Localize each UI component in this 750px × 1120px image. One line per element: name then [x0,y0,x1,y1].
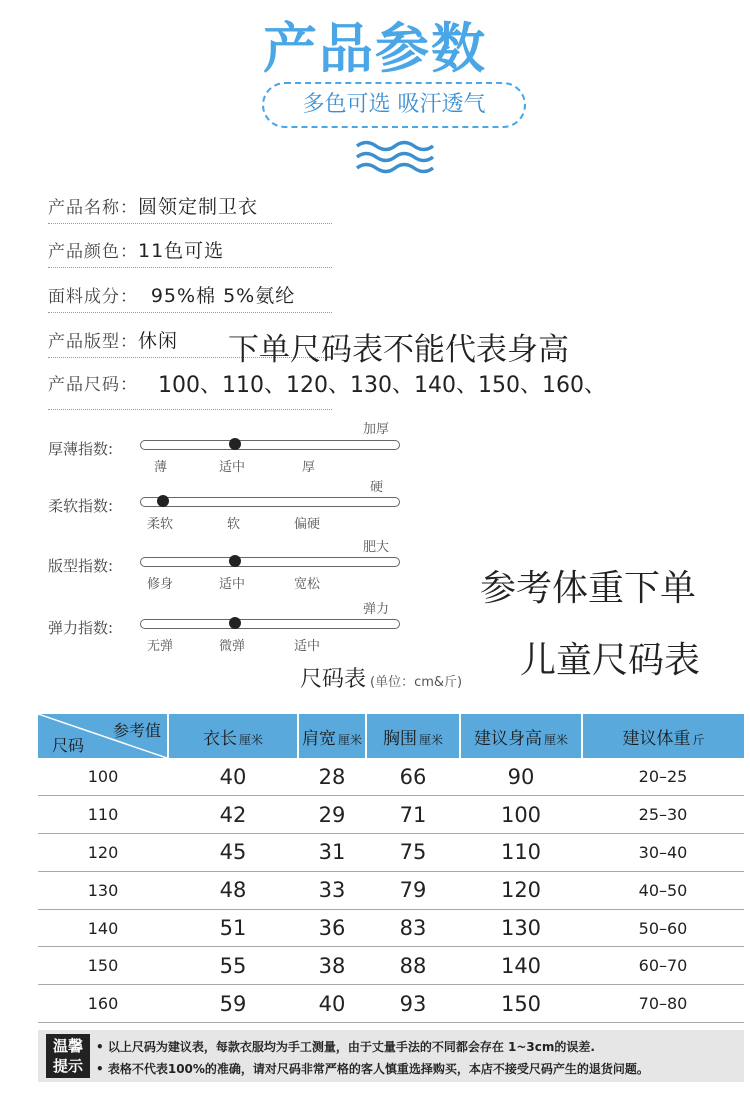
info-value: 休闲 [138,330,179,352]
index-tick: 适中 [219,577,246,592]
table-corner-header [38,714,168,758]
cell-shoulder: 36 [298,909,366,947]
cell-size: 150 [38,947,168,985]
cell-height: 140 [460,947,582,985]
cell-chest: 79 [366,871,460,909]
index-marker [229,438,241,450]
index-track [140,557,400,567]
table-row [38,796,744,834]
info-value: 圆领定制卫衣 [138,196,259,218]
table-row [38,947,744,985]
notice-badge-line: 提示 [52,1057,83,1075]
corner-top-label: 参考值 [112,721,161,740]
cell-length: 51 [168,909,298,947]
cell-height: 110 [460,834,582,872]
header-unit: 厘米 [238,732,263,747]
index-end-label: 肥大 [363,540,390,555]
index-end-label: 弹力 [363,602,390,617]
cell-length: 45 [168,834,298,872]
index-tick: 软 [227,517,241,532]
size-table-title-text: 尺码表 [300,667,367,692]
index-tick: 无弹 [147,639,174,654]
header-unit: 厘米 [543,732,568,747]
cell-length: 55 [168,947,298,985]
index-tick: 修身 [147,577,174,592]
index-tick: 薄 [154,460,168,475]
table-row [38,871,744,909]
cell-chest: 66 [366,758,460,796]
table-row [38,834,744,872]
header-weight [582,714,744,758]
cell-weight: 30–40 [582,834,744,872]
header-length [168,714,298,758]
index-label: 柔软指数: [48,497,114,515]
table-row [38,985,744,1023]
cell-size: 120 [38,834,168,872]
page-title: 产品参数 [263,17,487,80]
info-label: 产品名称： [48,198,138,218]
size-table-title [300,662,462,693]
cell-shoulder: 28 [298,758,366,796]
tagline-badge: 多色可选 吸汗透气 [262,82,526,128]
header-unit: 斤 [692,732,705,747]
index-marker [157,495,169,507]
cell-shoulder: 33 [298,871,366,909]
index-track [140,497,400,507]
header-text: 胸围 [382,728,417,749]
index-tick: 适中 [219,460,246,475]
index-label: 厚薄指数: [48,440,114,458]
cell-shoulder: 29 [298,796,366,834]
index-track [140,619,400,629]
index-track [140,440,400,450]
notice-badge [46,1034,90,1078]
header-text: 建议体重 [622,728,691,749]
notice-box [38,1030,744,1082]
cell-size: 100 [38,758,168,796]
index-tick: 适中 [294,639,321,654]
weight-note: 参考体重下单 [480,568,697,609]
info-value: 95%棉 5%氨纶 [150,285,296,307]
cell-weight: 25–30 [582,796,744,834]
index-label: 版型指数: [48,557,114,575]
info-label: 面料成分： [48,287,138,307]
info-label: 产品尺码： [48,375,138,395]
cell-chest: 83 [366,909,460,947]
notice-badge-line: 温馨 [52,1037,83,1055]
table-row [38,758,744,796]
header-height [460,714,582,758]
header-unit: 厘米 [337,732,362,747]
size-table-unit: (单位：cm&斤) [370,675,463,690]
index-tick: 厚 [302,460,316,475]
info-label: 产品版型： [48,332,138,352]
cell-chest: 75 [366,834,460,872]
cell-chest: 88 [366,947,460,985]
cell-height: 90 [460,758,582,796]
corner-bottom-label: 尺码 [52,736,85,755]
size-table [38,714,744,1023]
cell-size: 160 [38,985,168,1023]
header-chest [366,714,460,758]
table-header-row [38,714,744,758]
cell-shoulder: 38 [298,947,366,985]
index-end-label: 硬 [370,480,384,495]
index-marker [229,617,241,629]
cell-shoulder: 31 [298,834,366,872]
info-row-fabric [48,281,332,313]
cell-weight: 40–50 [582,871,744,909]
index-label: 弹力指数: [48,619,114,637]
cell-length: 42 [168,796,298,834]
height-note: 下单尺码表不能代表身高 [228,332,569,368]
cell-chest: 71 [366,796,460,834]
info-row-sizes [48,368,606,410]
cell-height: 120 [460,871,582,909]
cell-weight: 20–25 [582,758,744,796]
index-tick: 微弹 [219,639,246,654]
cell-height: 130 [460,909,582,947]
index-tick: 偏硬 [294,517,321,532]
index-tick: 宽松 [294,577,321,592]
header-text: 衣长 [202,728,237,749]
index-end-label: 加厚 [363,422,390,437]
cell-size: 130 [38,871,168,909]
cell-height: 150 [460,985,582,1023]
cell-shoulder: 40 [298,985,366,1023]
cell-weight: 70–80 [582,985,744,1023]
header-text: 肩宽 [301,728,336,749]
cell-length: 48 [168,871,298,909]
waves-icon [355,138,435,178]
notice-line: • 表格不代表100%的准确，请对尺码非常严格的客人慎重选择购买，本店不接受尺码产生的退货问题。 [96,1062,649,1076]
cell-weight: 60–70 [582,947,744,985]
header-unit: 厘米 [418,732,443,747]
cell-size: 140 [38,909,168,947]
table-row [38,909,744,947]
cell-length: 59 [168,985,298,1023]
cell-weight: 50–60 [582,909,744,947]
cell-size: 110 [38,796,168,834]
header-text: 建议身高 [473,728,542,749]
info-value: 11色可选 [138,240,225,262]
cell-height: 100 [460,796,582,834]
cell-chest: 93 [366,985,460,1023]
header-shoulder [298,714,366,758]
kids-size-note: 儿童尺码表 [520,640,701,681]
index-marker [229,555,241,567]
info-label: 产品颜色： [48,242,138,262]
cell-length: 40 [168,758,298,796]
info-row-color [48,236,332,268]
info-value: 100、110、120、130、140、150、160、 [158,373,606,398]
index-tick: 柔软 [147,517,174,532]
notice-line: • 以上尺码为建议表，每款衣服均为手工测量，由于丈量手法的不同都会存在 1~3cm的误差. [96,1040,595,1054]
info-row-name [48,192,332,224]
